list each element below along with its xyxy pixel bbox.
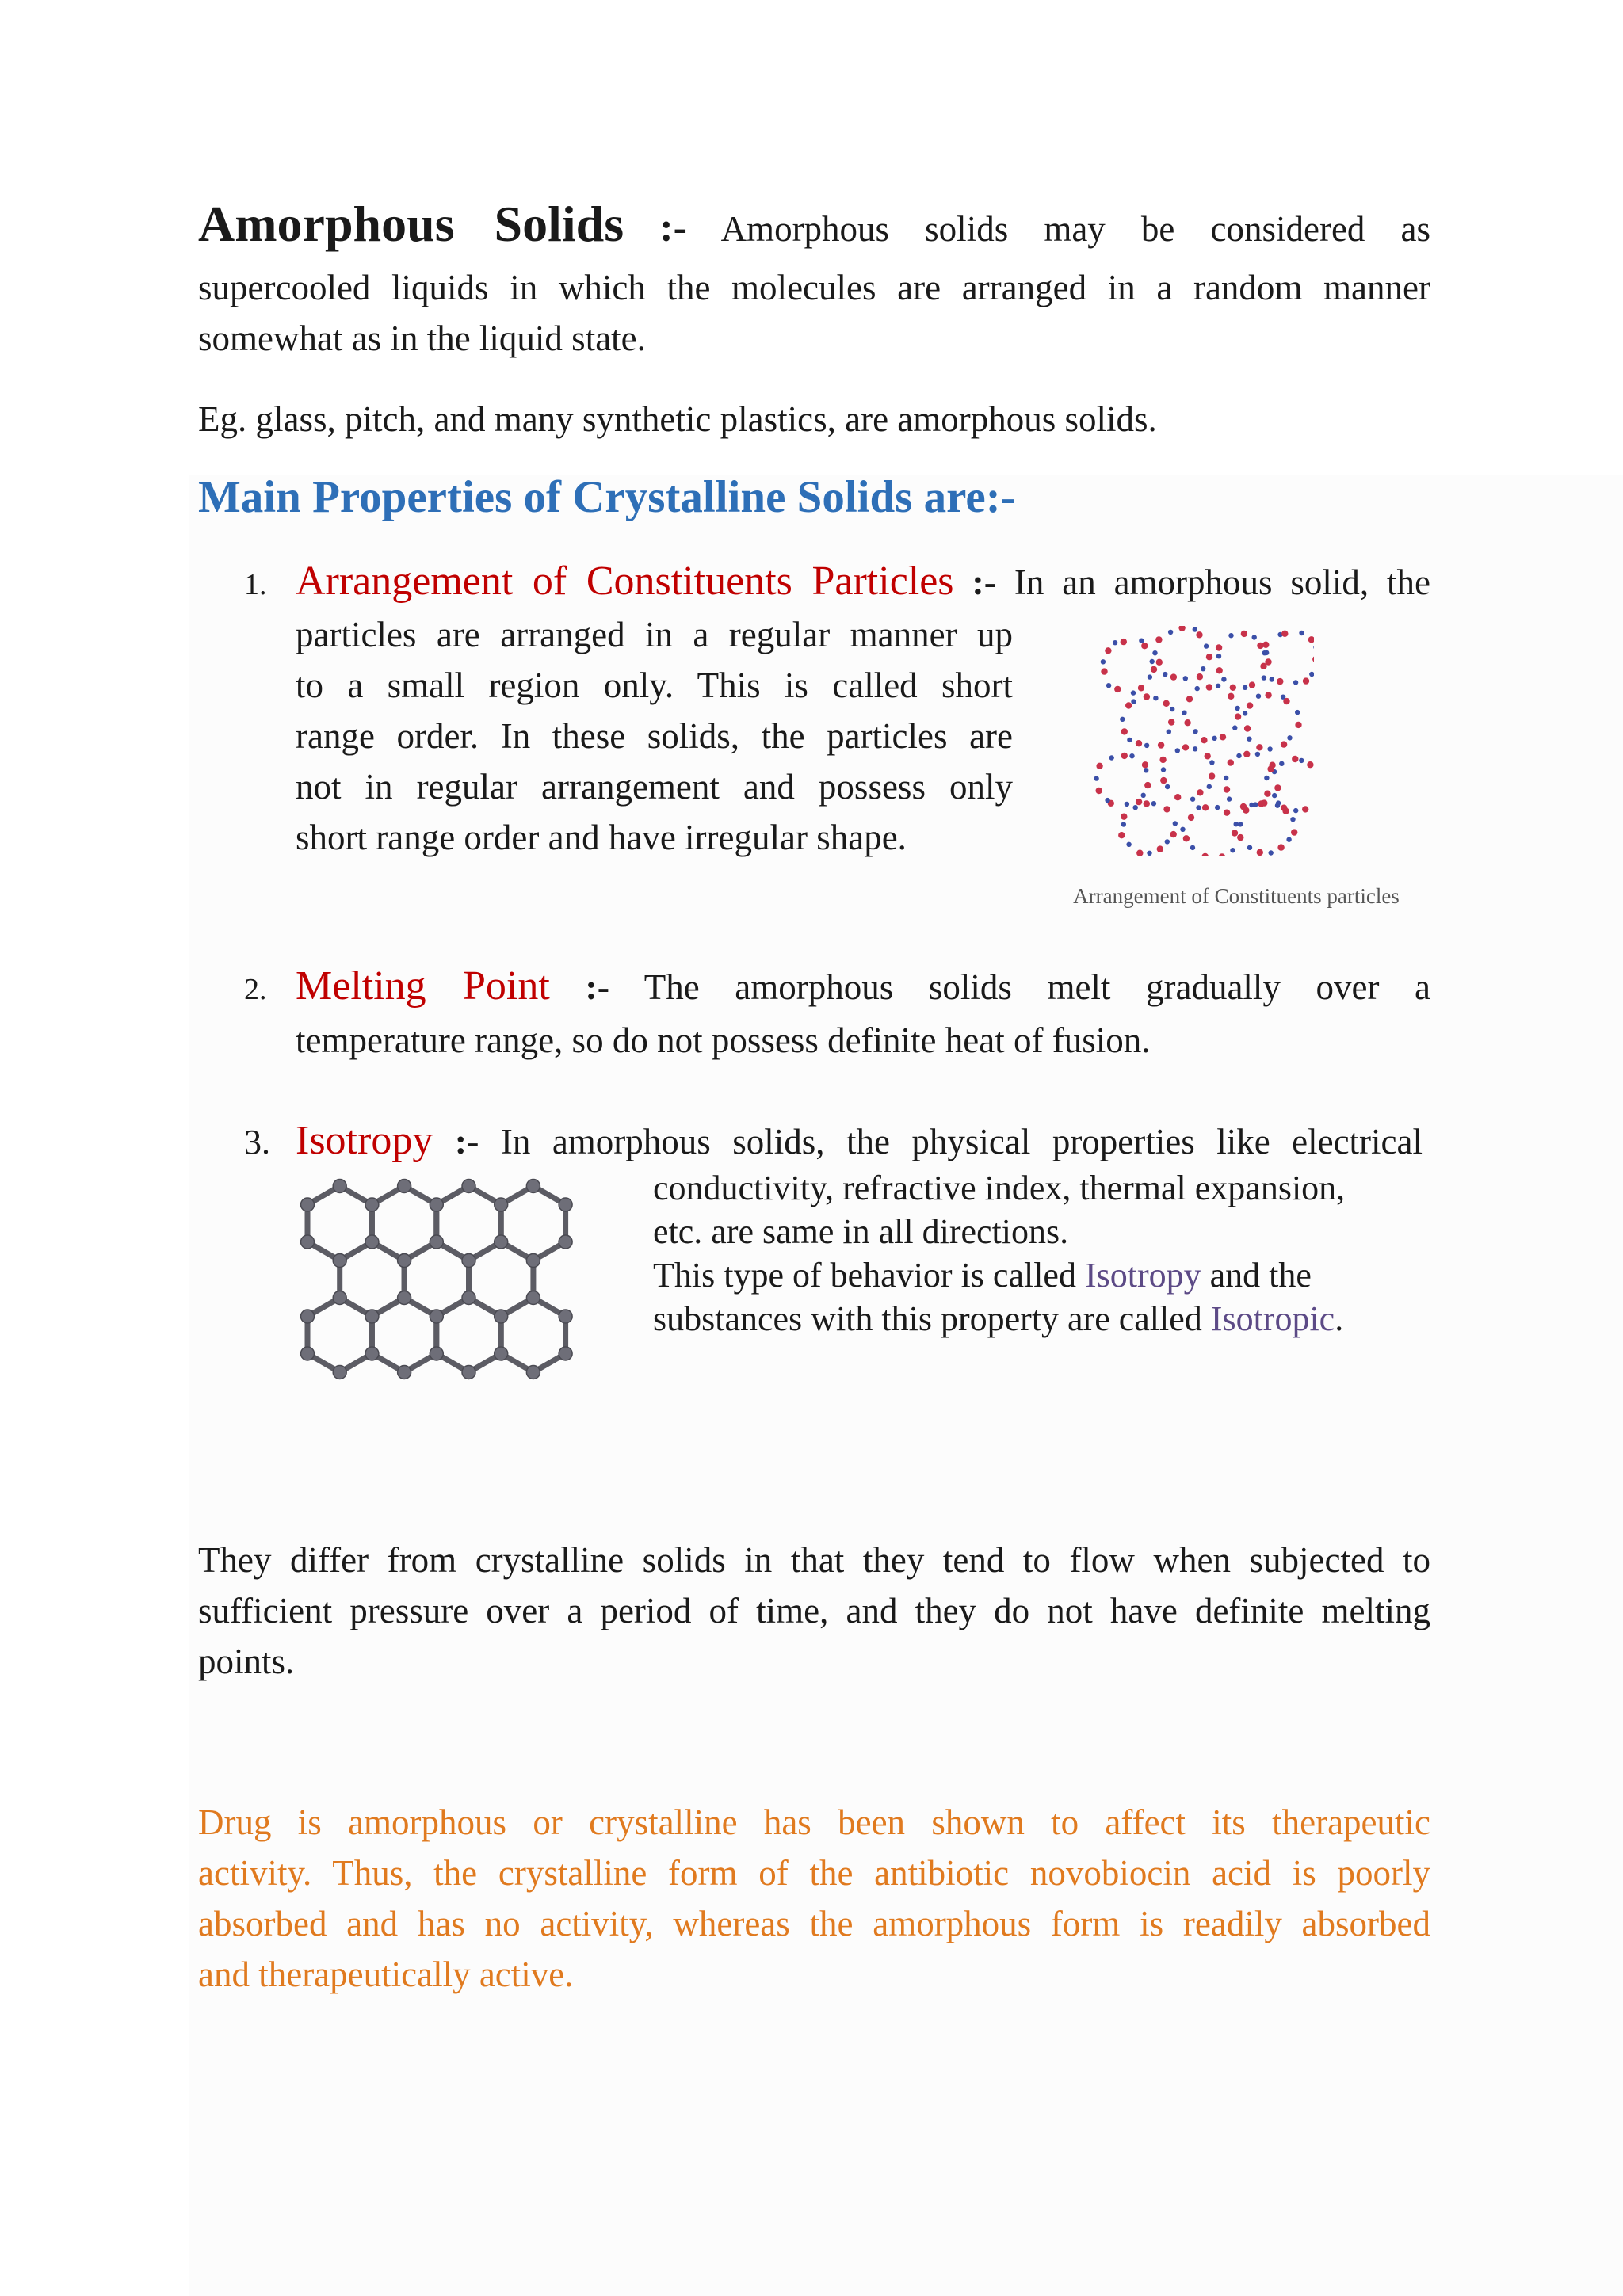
particle bbox=[1279, 761, 1284, 766]
particle bbox=[1261, 799, 1267, 806]
particle bbox=[1243, 807, 1249, 814]
particle bbox=[1219, 853, 1225, 856]
atom bbox=[526, 1366, 540, 1379]
atom bbox=[398, 1291, 411, 1305]
particle bbox=[1105, 798, 1109, 803]
differ-paragraph bbox=[198, 1535, 1430, 1687]
particle bbox=[1193, 729, 1197, 734]
particle bbox=[1275, 803, 1280, 808]
particle bbox=[1224, 810, 1230, 816]
particle bbox=[1184, 719, 1190, 726]
particle bbox=[1205, 753, 1211, 759]
particle bbox=[1161, 767, 1166, 772]
particle bbox=[1267, 746, 1272, 751]
particle bbox=[1249, 681, 1255, 688]
particle bbox=[1201, 666, 1205, 671]
particle bbox=[1202, 804, 1209, 810]
particle bbox=[1235, 706, 1239, 711]
property-1-number: 1. bbox=[244, 568, 267, 601]
particle bbox=[1234, 822, 1239, 826]
atom bbox=[462, 1366, 475, 1379]
atom bbox=[365, 1310, 379, 1323]
atom bbox=[495, 1347, 508, 1360]
atom bbox=[365, 1198, 379, 1211]
particle bbox=[1168, 719, 1174, 725]
particle bbox=[1196, 805, 1201, 810]
particle bbox=[1256, 744, 1262, 750]
atom bbox=[301, 1198, 315, 1211]
particle bbox=[1201, 737, 1207, 743]
particle bbox=[1131, 699, 1136, 704]
particle bbox=[1183, 676, 1188, 681]
particle bbox=[1156, 659, 1163, 666]
particle bbox=[1277, 844, 1284, 850]
particle bbox=[1141, 793, 1146, 798]
particle bbox=[1206, 654, 1212, 660]
atom bbox=[398, 1254, 411, 1268]
particle bbox=[1204, 643, 1209, 648]
figure-1-caption: Arrangement of Constituents particles bbox=[1073, 884, 1400, 908]
particle bbox=[1293, 808, 1298, 813]
particle bbox=[1190, 797, 1195, 802]
particle bbox=[1170, 831, 1177, 837]
property-1-line: to a small region only. This is called short bbox=[296, 666, 1013, 705]
particle bbox=[1101, 659, 1106, 664]
particle bbox=[1106, 683, 1111, 688]
particle bbox=[1121, 822, 1126, 826]
particle bbox=[1165, 839, 1170, 844]
particle bbox=[1188, 814, 1194, 821]
particle bbox=[1274, 784, 1281, 791]
drug-line: Drug is amorphous or crystalline has been shown to affect its therapeutic bbox=[198, 1802, 1430, 1842]
particle bbox=[1299, 631, 1304, 635]
particle bbox=[1121, 639, 1127, 645]
particle bbox=[1262, 642, 1269, 648]
property-1-body bbox=[296, 609, 1013, 863]
section-title: Main Properties of Crystalline Solids are:- bbox=[198, 472, 1016, 522]
particle bbox=[1168, 630, 1173, 635]
hexagonal-lattice-figure bbox=[292, 1174, 629, 1396]
particle bbox=[1232, 830, 1238, 836]
property-1-line: range order. In these solids, the particles are bbox=[296, 716, 1013, 756]
particle bbox=[1224, 776, 1228, 780]
particle bbox=[1186, 696, 1193, 702]
particle bbox=[1167, 730, 1171, 734]
property-2-lead: The amorphous solids melt gradually over a bbox=[643, 967, 1431, 1007]
particle bbox=[1243, 711, 1247, 715]
particle bbox=[1209, 760, 1214, 765]
particle bbox=[1096, 788, 1102, 794]
atom bbox=[301, 1310, 315, 1323]
particle bbox=[1193, 746, 1197, 751]
isotropic-definition-text: substances with this property are called bbox=[653, 1299, 1202, 1338]
particle bbox=[1216, 654, 1221, 658]
atom bbox=[526, 1254, 540, 1268]
particle bbox=[1295, 722, 1301, 728]
particle bbox=[1227, 796, 1232, 801]
atom bbox=[333, 1254, 346, 1268]
property-3-separator: :- bbox=[454, 1121, 479, 1161]
particle bbox=[1127, 738, 1132, 742]
particle bbox=[1195, 686, 1200, 691]
particle bbox=[1120, 717, 1125, 722]
drug-line: activity. Thus, the crystalline form of the antibiotic novobiocin acid is poorly bbox=[198, 1853, 1430, 1893]
particle bbox=[1147, 851, 1151, 856]
particle bbox=[1180, 827, 1185, 832]
atom bbox=[559, 1347, 572, 1360]
particle bbox=[1255, 752, 1260, 757]
differ-line: They differ from crystalline solids in that they tend to flow when subjected to bbox=[198, 1540, 1430, 1580]
particle bbox=[1125, 802, 1129, 807]
particle bbox=[1267, 765, 1274, 772]
atom bbox=[365, 1347, 379, 1360]
particle bbox=[1182, 744, 1189, 750]
particle bbox=[1302, 806, 1308, 812]
atom bbox=[495, 1235, 508, 1249]
particle bbox=[1270, 677, 1274, 681]
particle bbox=[1228, 693, 1234, 700]
particle bbox=[1136, 799, 1142, 805]
particle bbox=[1206, 684, 1212, 690]
particle bbox=[1142, 761, 1148, 768]
particle bbox=[1282, 808, 1289, 814]
particle bbox=[1157, 845, 1163, 852]
amorphous-text-line-1: Amorphous solids may be considered as bbox=[720, 209, 1431, 249]
particle bbox=[1247, 845, 1252, 850]
isotropic-definition bbox=[653, 1297, 1430, 1341]
particle bbox=[1121, 753, 1128, 759]
particle bbox=[1230, 685, 1236, 691]
particle bbox=[1303, 677, 1309, 684]
particle bbox=[1196, 631, 1202, 638]
property-1-heading-line bbox=[198, 556, 1430, 610]
particle bbox=[1144, 782, 1151, 788]
property-3-term: Isotropy bbox=[296, 1118, 433, 1163]
atom bbox=[301, 1235, 315, 1249]
atom bbox=[559, 1198, 572, 1211]
particle bbox=[1202, 853, 1209, 856]
particle bbox=[1170, 707, 1174, 711]
particle bbox=[1312, 656, 1314, 662]
particle bbox=[1232, 725, 1237, 730]
particle bbox=[1125, 702, 1132, 708]
particle bbox=[1151, 801, 1156, 806]
particle bbox=[1295, 710, 1300, 715]
atom bbox=[398, 1366, 411, 1379]
property-2-term: Melting Point bbox=[296, 963, 550, 1009]
particle bbox=[1244, 725, 1251, 731]
particle bbox=[1136, 740, 1142, 746]
particle bbox=[1247, 702, 1253, 708]
particle bbox=[1148, 674, 1152, 679]
atom bbox=[301, 1347, 315, 1360]
particle bbox=[1144, 743, 1149, 748]
atom bbox=[430, 1347, 443, 1360]
particle bbox=[1252, 635, 1257, 639]
particle bbox=[1178, 626, 1185, 631]
particle bbox=[1292, 756, 1298, 762]
particle bbox=[1150, 659, 1155, 664]
property-2-line: temperature range, so do not possess definite heat of fusion. bbox=[296, 1020, 1151, 1060]
particle bbox=[1236, 753, 1241, 758]
particle bbox=[1243, 685, 1247, 690]
particle bbox=[1163, 806, 1170, 812]
property-3-heading-line bbox=[198, 1116, 1423, 1168]
particle bbox=[1264, 776, 1269, 780]
particle bbox=[1131, 690, 1136, 695]
particle bbox=[1160, 777, 1167, 784]
particle bbox=[1260, 663, 1266, 669]
particle bbox=[1256, 694, 1261, 699]
particle bbox=[1299, 758, 1304, 763]
particle bbox=[1265, 692, 1271, 698]
particle bbox=[1228, 759, 1234, 765]
amorphous-text-line-2: supercooled liquids in which the molecules are arranged in a random manner bbox=[198, 268, 1430, 307]
particle bbox=[1159, 757, 1166, 763]
amorphous-intro-line-1 bbox=[198, 191, 1430, 262]
property-2-separator: :- bbox=[585, 967, 610, 1007]
particle bbox=[1230, 848, 1235, 852]
particle bbox=[1313, 645, 1314, 650]
particle bbox=[1237, 834, 1243, 841]
particle bbox=[1243, 751, 1250, 757]
isotropy-term: Isotropy bbox=[1084, 1256, 1201, 1295]
particle bbox=[1096, 763, 1102, 769]
particle bbox=[1272, 793, 1277, 798]
particle bbox=[1277, 678, 1283, 685]
atom bbox=[559, 1235, 572, 1249]
differ-line: sufficient pressure over a period of time, and they do not have definite melting bbox=[198, 1591, 1430, 1630]
particle bbox=[1183, 835, 1190, 841]
particle bbox=[1287, 735, 1292, 740]
atom bbox=[559, 1310, 572, 1323]
heading-separator: :- bbox=[659, 205, 687, 250]
particle bbox=[1247, 737, 1251, 742]
atom bbox=[526, 1291, 540, 1305]
particle bbox=[1094, 776, 1098, 780]
drug-line: and therapeutically active. bbox=[198, 1955, 574, 1994]
atom bbox=[333, 1366, 346, 1379]
particle bbox=[1224, 786, 1230, 792]
atom bbox=[526, 1180, 540, 1193]
particle bbox=[1290, 817, 1295, 822]
isotropic-term: Isotropic bbox=[1210, 1299, 1335, 1338]
particle bbox=[1136, 850, 1143, 856]
atom bbox=[398, 1180, 411, 1193]
particle bbox=[1264, 791, 1270, 797]
particle bbox=[1163, 672, 1167, 677]
particle bbox=[1220, 734, 1226, 740]
particle bbox=[1121, 814, 1127, 820]
particle bbox=[1291, 829, 1297, 835]
particle bbox=[1249, 803, 1254, 807]
particle bbox=[1144, 768, 1148, 772]
particle bbox=[1126, 842, 1131, 847]
particle bbox=[1129, 753, 1134, 758]
particle bbox=[1309, 672, 1314, 677]
amorphous-intro bbox=[198, 191, 1430, 364]
particle bbox=[1153, 696, 1158, 700]
particle bbox=[1105, 647, 1111, 654]
particle bbox=[1235, 713, 1241, 719]
amorphous-particles-figure bbox=[1092, 626, 1314, 856]
particle bbox=[1193, 627, 1197, 631]
atom bbox=[430, 1310, 443, 1323]
particle bbox=[1197, 789, 1203, 795]
particle bbox=[1215, 805, 1220, 810]
particle bbox=[1262, 650, 1267, 655]
atom bbox=[462, 1254, 475, 1268]
particle bbox=[1281, 631, 1288, 637]
particle bbox=[1207, 784, 1212, 789]
atom bbox=[365, 1235, 379, 1249]
particle bbox=[1138, 685, 1144, 691]
isotropy-definition bbox=[653, 1253, 1430, 1297]
property-1-line: not in regular arrangement and possess only bbox=[296, 767, 1013, 807]
property-1-separator: :- bbox=[972, 562, 997, 602]
atom bbox=[333, 1180, 346, 1193]
particle bbox=[1182, 711, 1186, 715]
particle bbox=[1173, 821, 1178, 826]
particle bbox=[1286, 837, 1291, 842]
particle bbox=[1141, 643, 1148, 649]
property-3 bbox=[198, 1116, 1423, 1168]
property-3-lead: In amorphous solids, the physical properties like electrical bbox=[500, 1122, 1423, 1161]
particle bbox=[1101, 668, 1107, 674]
particle bbox=[1113, 640, 1117, 645]
particle bbox=[1170, 673, 1177, 680]
amorphous-heading: Amorphous Solids bbox=[198, 196, 624, 252]
particle bbox=[1221, 677, 1226, 681]
atom bbox=[462, 1291, 475, 1305]
particle bbox=[1174, 794, 1181, 800]
drug-line: absorbed and has no activity, whereas the amorphous form is readily absorbed bbox=[198, 1904, 1430, 1943]
particle bbox=[1158, 742, 1164, 748]
particle bbox=[1118, 832, 1125, 838]
particle bbox=[1281, 741, 1287, 747]
particle bbox=[1228, 633, 1233, 638]
property-2-heading-line bbox=[198, 961, 1430, 1015]
particle bbox=[1165, 784, 1170, 789]
particle bbox=[1121, 728, 1128, 734]
particle bbox=[1175, 748, 1180, 753]
particle bbox=[1133, 805, 1138, 810]
atom bbox=[462, 1180, 475, 1193]
property-2 bbox=[198, 961, 1430, 1066]
particle bbox=[1241, 631, 1247, 637]
particle bbox=[1151, 666, 1157, 673]
particle bbox=[1257, 849, 1263, 856]
particle bbox=[1308, 636, 1314, 643]
particle bbox=[1262, 675, 1266, 680]
particle bbox=[1307, 761, 1313, 768]
isotropy-definition-tail: and the bbox=[1209, 1256, 1312, 1295]
particle bbox=[1216, 684, 1220, 688]
particle bbox=[1144, 693, 1150, 700]
particle bbox=[1155, 636, 1162, 643]
particle bbox=[1109, 755, 1114, 760]
property-3-line: etc. are same in all directions. bbox=[653, 1212, 1069, 1251]
particle bbox=[1139, 639, 1144, 643]
particle bbox=[1144, 800, 1150, 807]
particle bbox=[1152, 650, 1157, 655]
particle bbox=[1283, 698, 1289, 704]
particle bbox=[1269, 850, 1274, 855]
particle bbox=[1216, 644, 1222, 650]
particle bbox=[1212, 736, 1216, 741]
atom bbox=[430, 1198, 443, 1211]
particle bbox=[1293, 680, 1298, 685]
example-text: Eg. glass, pitch, and many synthetic plastics, are amorphous solids. bbox=[198, 399, 1157, 439]
amorphous-text-line-3: somewhat as in the liquid state. bbox=[198, 318, 646, 358]
differ-line: points. bbox=[198, 1642, 295, 1681]
property-1-line: particles are arranged in a regular manner up bbox=[296, 615, 1013, 654]
property-1-lead: In an amorphous solid, the bbox=[1014, 563, 1431, 602]
property-3-body bbox=[653, 1166, 1430, 1341]
particle bbox=[1190, 845, 1195, 850]
property-1-line: short range order and have irregular shape. bbox=[296, 818, 907, 857]
drug-paragraph bbox=[198, 1797, 1430, 2000]
property-3-number: 3. bbox=[244, 1123, 270, 1161]
property-1-term: Arrangement of Constituents Particles bbox=[296, 559, 954, 604]
property-3-line: conductivity, refractive index, thermal expansion, bbox=[653, 1169, 1346, 1207]
property-2-number: 2. bbox=[244, 973, 267, 1006]
particle bbox=[1238, 822, 1243, 826]
particle bbox=[1209, 772, 1215, 779]
atom bbox=[430, 1235, 443, 1249]
property-1 bbox=[198, 556, 1430, 610]
atom bbox=[333, 1291, 346, 1305]
particle bbox=[1216, 667, 1223, 673]
particle bbox=[1197, 673, 1203, 680]
atom bbox=[495, 1310, 508, 1323]
isotropy-definition-text: This type of behavior is called bbox=[653, 1256, 1076, 1295]
particle bbox=[1114, 686, 1121, 692]
particle bbox=[1163, 700, 1170, 707]
atom bbox=[495, 1198, 508, 1211]
isotropic-definition-tail: . bbox=[1335, 1299, 1344, 1338]
